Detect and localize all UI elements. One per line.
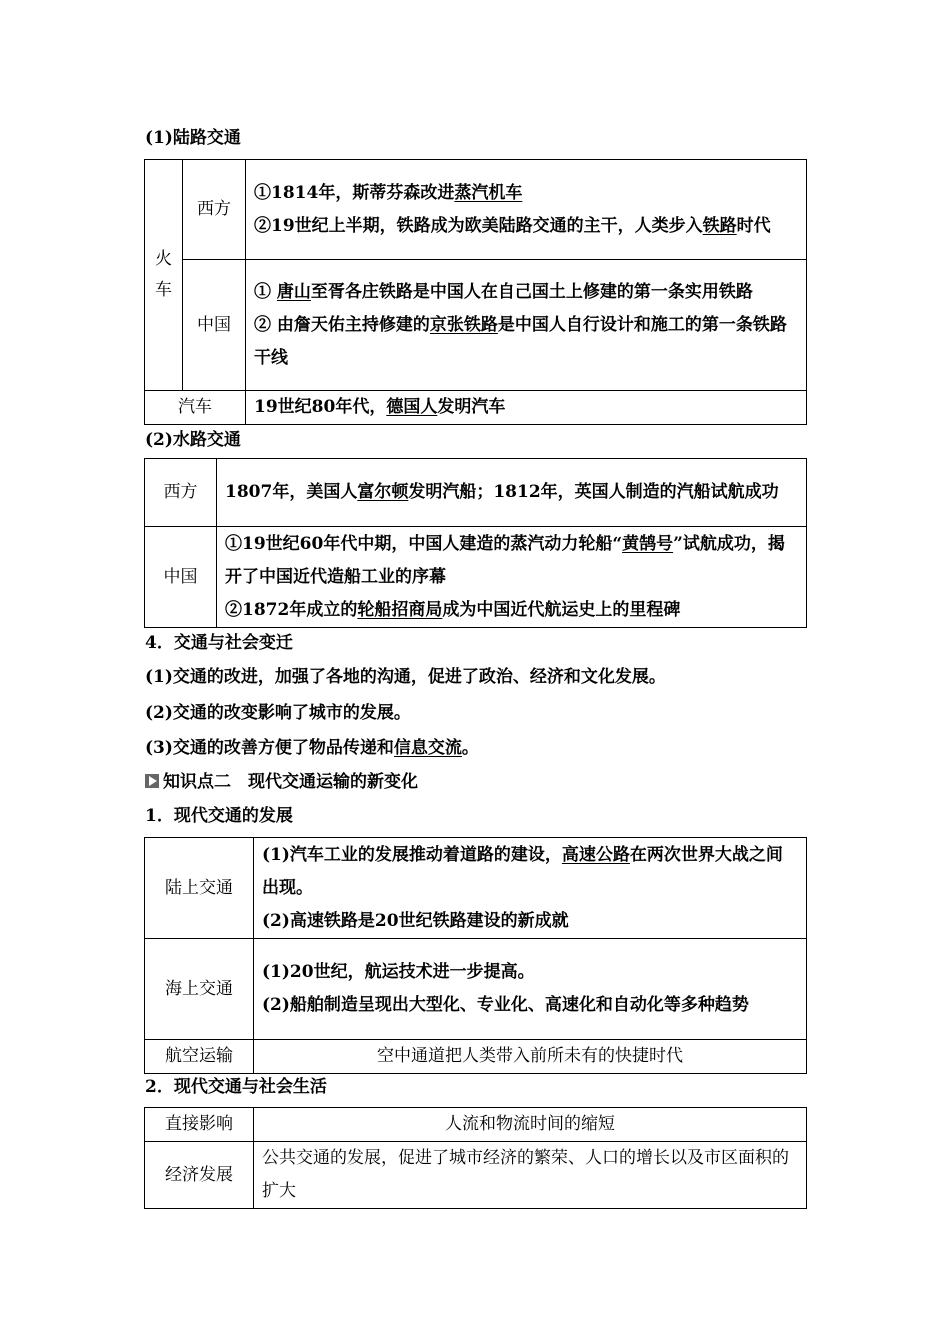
direct-impact-label: 直接影响 [145, 1108, 254, 1142]
water-transport-table [144, 458, 807, 628]
water-china-item-1: ①19世纪60年代中期，中国人建造的蒸汽动力轮船“黄鹄号”试航成功，揭开了中国近代造船工业的序幕 [225, 533, 785, 587]
jingzhang-railway-term: 京张铁路 [429, 314, 498, 335]
highway-term: 高速公路 [561, 844, 630, 865]
modern-dev-heading: 1．现代交通的发展 [145, 806, 293, 826]
land-transport-heading: (1)陆路交通 [145, 128, 241, 148]
merchants-steam-term: 轮船招商局 [357, 599, 443, 620]
water-china-item-2: ②1872年成立的轮船招商局成为中国近代航运史上的里程碑 [225, 599, 681, 620]
water-west-cell: 1807年，美国人富尔顿发明汽船；1812年，英国人制造的汽船试航成功 [217, 459, 807, 527]
sea-traffic-item-1: (1)20世纪，航运技术进一步提高。 [262, 962, 535, 982]
play-triangle-icon [145, 774, 159, 788]
info-exchange-term: 信息交流 [393, 738, 462, 758]
car-label: 汽车 [145, 391, 246, 425]
land-west-item-1: ①1814年，斯蒂芬森改进蒸汽机车 [254, 182, 523, 203]
land-china-item-1: ① 唐山至胥各庄铁路是中国人在自己国土上修建的第一条实用铁路 [254, 281, 753, 302]
sea-traffic-cell [254, 939, 807, 1040]
land-china-cell [246, 260, 807, 391]
land-transport-table [144, 159, 807, 425]
social-life-heading: 2．现代交通与社会生活 [145, 1077, 327, 1097]
direct-impact-cell: 人流和物流时间的缩短 [254, 1108, 807, 1142]
water-west-label: 西方 [145, 459, 217, 527]
land-west-item-2: ②19世纪上半期，铁路成为欧美陆路交通的主干，人类步入铁路时代 [254, 215, 771, 236]
railway-term: 铁路 [702, 215, 737, 236]
air-transport-label: 航空运输 [145, 1040, 254, 1074]
land-traffic-cell [254, 838, 807, 939]
land-traffic-label: 陆上交通 [145, 838, 254, 939]
social-change-heading: 4．交通与社会变迁 [145, 633, 293, 653]
land-china-label: 中国 [183, 260, 246, 391]
modern-transport-table [144, 837, 807, 1074]
social-change-p1: (1)交通的改进，加强了各地的沟通，促进了政治、经济和文化发展。 [145, 667, 666, 687]
land-west-label: 西方 [183, 160, 246, 260]
land-traffic-item-2: (2)高速铁路是20世纪铁路建设的新成就 [262, 910, 569, 931]
water-transport-heading: (2)水路交通 [145, 430, 241, 450]
economic-dev-label: 经济发展 [145, 1142, 254, 1209]
tangshan-term: 唐山 [276, 281, 311, 302]
huanghu-term: 黄鹄号 [622, 533, 674, 554]
train-label: 火车 [155, 248, 172, 300]
land-china-item-2: ② 由詹天佑主持修建的京张铁路是中国人自行设计和施工的第一条铁路干线 [254, 314, 787, 368]
car-cell: 19世纪80年代，德国人发明汽车 [246, 391, 807, 425]
economic-dev-cell: 公共交通的发展，促进了城市经济的繁荣、人口的增长以及市区面积的扩大 [254, 1142, 807, 1209]
sea-traffic-item-2: (2)船舶制造呈现出大型化、专业化、高速化和自动化等多种趋势 [262, 995, 749, 1015]
air-transport-cell: 空中通道把人类带入前所未有的快捷时代 [254, 1040, 807, 1074]
german-term: 德国人 [386, 397, 438, 417]
land-west-cell [246, 160, 807, 260]
fulton-term: 富尔顿 [357, 482, 409, 502]
water-china-label: 中国 [145, 527, 217, 628]
steam-locomotive-term: 蒸汽机车 [454, 182, 523, 203]
land-traffic-item-1: (1)汽车工业的发展推动着道路的建设，高速公路在两次世界大战之间出现。 [262, 844, 783, 898]
sea-traffic-label: 海上交通 [145, 939, 254, 1040]
water-china-cell [217, 527, 807, 628]
knowledge-point-2-heading: 知识点二 现代交通运输的新变化 [145, 771, 418, 793]
social-change-p3: (3)交通的改善方便了物品传递和信息交流。 [145, 738, 479, 758]
train-label-cell [145, 160, 183, 391]
social-life-table [144, 1107, 807, 1209]
social-change-p2: (2)交通的改变影响了城市的发展。 [145, 703, 411, 723]
